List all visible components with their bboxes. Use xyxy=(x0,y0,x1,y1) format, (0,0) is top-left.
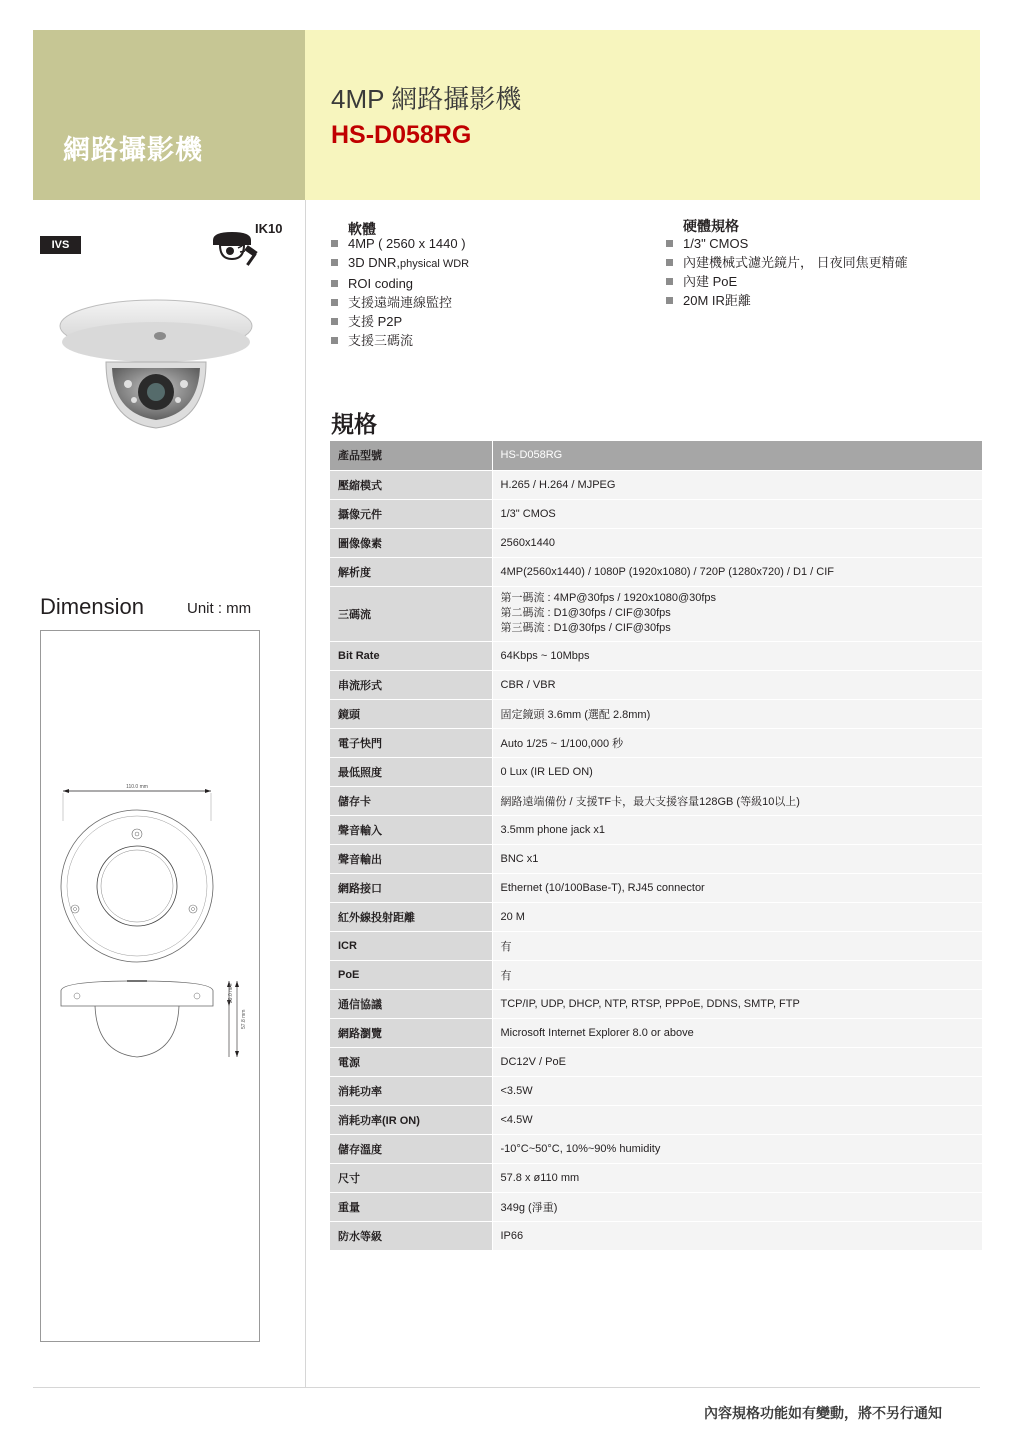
spec-row xyxy=(330,470,982,499)
spec-key: 消耗功率(IR ON) xyxy=(330,1105,492,1134)
hardware-item: 內建 PoE xyxy=(666,272,908,291)
spec-row xyxy=(330,499,982,528)
height-dimension-label-1: 29.0 mm xyxy=(228,983,234,1003)
spec-value: TCP/IP, UDP, DHCP, NTP, RTSP, PPPoE, DDNS, SMTP, FTP xyxy=(492,989,982,1018)
dimension-drawing xyxy=(41,631,261,1343)
spec-key: 尺寸 xyxy=(330,1163,492,1192)
category-title: 網路攝影機 xyxy=(63,135,203,165)
spec-key: 消耗功率 xyxy=(330,1076,492,1105)
spec-key: 三碼流 xyxy=(330,586,492,641)
hardware-item: 1/3" CMOS xyxy=(666,234,908,253)
spec-value: DC12V / PoE xyxy=(492,1047,982,1076)
spec-value-line: 第三碼流 : D1@30fps / CIF@30fps xyxy=(500,622,671,634)
spec-row xyxy=(330,1105,982,1134)
spec-key: 壓縮模式 xyxy=(330,470,492,499)
spec-row xyxy=(330,1221,982,1250)
spec-row xyxy=(330,699,982,728)
spec-key: 聲音輸出 xyxy=(330,844,492,873)
spec-value: BNC x1 xyxy=(492,844,982,873)
ik10-vandal-icon xyxy=(210,226,260,268)
spec-table xyxy=(330,441,982,1251)
footer-note: 內容規格功能如有變動，將不另行通知 xyxy=(704,1405,942,1421)
spec-value: 固定鏡頭 3.6mm (選配 2.8mm) xyxy=(492,699,982,728)
spec-value: 4MP(2560x1440) / 1080P (1920x1080) / 720P (1280x720) / D1 / CIF xyxy=(492,557,982,586)
hardware-title: 硬體規格 xyxy=(683,218,739,234)
spec-key: 產品型號 xyxy=(330,441,492,470)
spec-table-wrapper xyxy=(330,441,982,1251)
spec-row xyxy=(330,1192,982,1221)
software-item: 4MP ( 2560 x 1440 ) xyxy=(331,234,469,253)
spec-row xyxy=(330,1134,982,1163)
spec-key: 電源 xyxy=(330,1047,492,1076)
software-item: 支援 P2P xyxy=(331,312,469,331)
software-feature-list xyxy=(331,234,469,350)
software-item: ROI coding xyxy=(331,274,469,293)
hardware-item: 內建機械式濾光鏡片， 日夜同焦更精確 xyxy=(666,253,908,272)
header-title-panel xyxy=(305,30,980,200)
spec-value: Microsoft Internet Explorer 8.0 or above xyxy=(492,1018,982,1047)
spec-row xyxy=(330,557,982,586)
spec-value: -10°C~50°C, 10%~90% humidity xyxy=(492,1134,982,1163)
spec-row xyxy=(330,786,982,815)
spec-key: 網路接口 xyxy=(330,873,492,902)
spec-row xyxy=(330,1018,982,1047)
spec-value: 57.8 x ø110 mm xyxy=(492,1163,982,1192)
spec-key: 重量 xyxy=(330,1192,492,1221)
spec-value: 1/3" CMOS xyxy=(492,499,982,528)
dimension-unit: Unit : mm xyxy=(187,600,252,617)
spec-row xyxy=(330,1163,982,1192)
spec-value: Auto 1/25 ~ 1/100,000 秒 xyxy=(492,728,982,757)
spec-key: 攝像元件 xyxy=(330,499,492,528)
spec-row xyxy=(330,1076,982,1105)
spec-key: 防水等級 xyxy=(330,1221,492,1250)
spec-row xyxy=(330,931,982,960)
spec-row xyxy=(330,641,982,670)
spec-value: H.265 / H.264 / MJPEG xyxy=(492,470,982,499)
spec-value: 網路遠端備份 / 支援TF卡，最大支援容量128GB (等級10以上) xyxy=(492,786,982,815)
width-dimension-label: 110.0 mm xyxy=(126,784,148,790)
spec-key: 鏡頭 xyxy=(330,699,492,728)
camera-product-image xyxy=(56,292,256,432)
spec-value: 3.5mm phone jack x1 xyxy=(492,815,982,844)
spec-row xyxy=(330,902,982,931)
spec-value: 0 Lux (IR LED ON) xyxy=(492,757,982,786)
spec-value: 有 xyxy=(492,931,982,960)
spec-value: 有 xyxy=(492,960,982,989)
spec-row xyxy=(330,728,982,757)
spec-value: 2560x1440 xyxy=(492,528,982,557)
height-dimension-label-2: 57.8 mm xyxy=(241,1009,247,1029)
spec-row xyxy=(330,873,982,902)
spec-value xyxy=(492,586,982,641)
dimension-drawing-frame xyxy=(40,630,260,1342)
ik10-label: IK10 xyxy=(255,221,283,236)
spec-row xyxy=(330,1047,982,1076)
spec-row xyxy=(330,844,982,873)
spec-key: 最低照度 xyxy=(330,757,492,786)
software-item: 支援遠端連線監控 xyxy=(331,293,469,312)
spec-key: PoE xyxy=(330,960,492,989)
spec-value: 64Kbps ~ 10Mbps xyxy=(492,641,982,670)
spec-value: IP66 xyxy=(492,1221,982,1250)
ivs-badge: IVS xyxy=(40,236,81,254)
spec-value: HS-D058RG xyxy=(492,441,982,470)
spec-row xyxy=(330,815,982,844)
spec-value: CBR / VBR xyxy=(492,670,982,699)
software-item: 3D DNR,physical WDR xyxy=(331,253,469,274)
column-divider xyxy=(305,200,306,1387)
spec-row xyxy=(330,670,982,699)
dimension-title: Dimension xyxy=(40,594,144,619)
spec-key: 聲音輸入 xyxy=(330,815,492,844)
hardware-feature-list xyxy=(666,234,908,310)
spec-key: 儲存卡 xyxy=(330,786,492,815)
spec-value-line: 第二碼流 : D1@30fps / CIF@30fps xyxy=(500,607,671,619)
spec-key: 儲存溫度 xyxy=(330,1134,492,1163)
spec-row xyxy=(330,989,982,1018)
spec-value: <3.5W xyxy=(492,1076,982,1105)
software-title: 軟體 xyxy=(348,221,376,237)
spec-key: ICR xyxy=(330,931,492,960)
spec-key: 通信協議 xyxy=(330,989,492,1018)
header-category-panel xyxy=(33,30,305,200)
spec-value-line: 第一碼流 : 4MP@30fps / 1920x1080@30fps xyxy=(500,592,717,604)
spec-key: 串流形式 xyxy=(330,670,492,699)
hardware-item: 20M IR距離 xyxy=(666,291,908,310)
spec-key: 解析度 xyxy=(330,557,492,586)
spec-title: 規格 xyxy=(331,411,377,437)
spec-key: 紅外線投射距離 xyxy=(330,902,492,931)
spec-key: Bit Rate xyxy=(330,641,492,670)
footer-divider xyxy=(33,1387,980,1388)
spec-value: <4.5W xyxy=(492,1105,982,1134)
spec-key: 圖像像素 xyxy=(330,528,492,557)
spec-value: 20 M xyxy=(492,902,982,931)
software-item: 支援三碼流 xyxy=(331,331,469,350)
product-model: HS-D058RG xyxy=(331,121,472,149)
spec-key: 電子快門 xyxy=(330,728,492,757)
spec-value: 349g (淨重) xyxy=(492,1192,982,1221)
spec-key: 網路瀏覽 xyxy=(330,1018,492,1047)
spec-row xyxy=(330,441,982,470)
spec-row xyxy=(330,586,982,641)
spec-value: Ethernet (10/100Base-T), RJ45 connector xyxy=(492,873,982,902)
product-subtitle: 4MP 網路攝影機 xyxy=(331,84,522,114)
spec-row xyxy=(330,528,982,557)
spec-row xyxy=(330,960,982,989)
spec-row xyxy=(330,757,982,786)
